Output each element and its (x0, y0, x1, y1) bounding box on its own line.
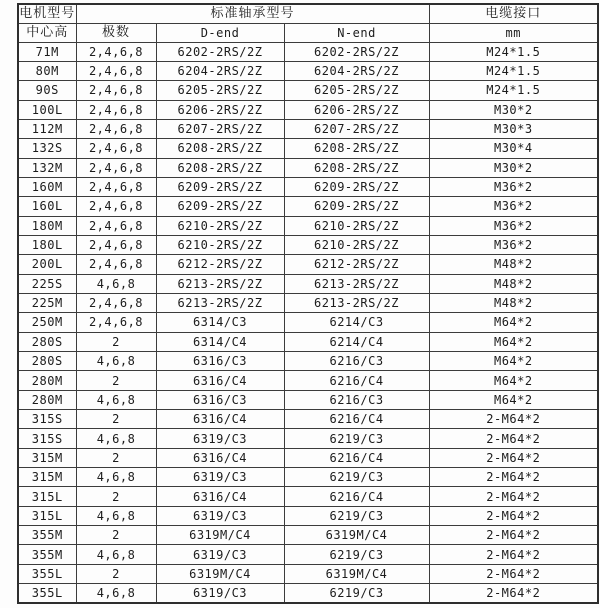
table-row (18, 487, 598, 506)
header-center-height: 中心高 (18, 23, 76, 42)
cell-n-end: 6210-2RS/2Z (284, 235, 429, 254)
cell-cable-interface: M64*2 (429, 371, 598, 390)
cell-n-end: 6216/C3 (284, 352, 429, 371)
cell-n-end: 6213-2RS/2Z (284, 274, 429, 293)
cell-poles: 2,4,6,8 (76, 255, 156, 274)
cell-n-end: 6216/C3 (284, 390, 429, 409)
cell-n-end: 6208-2RS/2Z (284, 158, 429, 177)
cell-n-end: 6210-2RS/2Z (284, 216, 429, 235)
cell-cable-interface: 2-M64*2 (429, 564, 598, 583)
cell-center-height: 315L (18, 487, 76, 506)
table-row (18, 61, 598, 80)
cell-poles: 2,4,6,8 (76, 216, 156, 235)
cell-center-height: 280S (18, 352, 76, 371)
cell-n-end: 6219/C3 (284, 506, 429, 525)
cell-cable-interface: M48*2 (429, 274, 598, 293)
cell-d-end: 6316/C4 (156, 487, 284, 506)
cell-n-end: 6219/C3 (284, 468, 429, 487)
cell-d-end: 6208-2RS/2Z (156, 139, 284, 158)
cell-n-end: 6319M/C4 (284, 526, 429, 545)
cell-d-end: 6209-2RS/2Z (156, 197, 284, 216)
cell-poles: 4,6,8 (76, 390, 156, 409)
cell-cable-interface: M48*2 (429, 293, 598, 312)
cell-poles: 2,4,6,8 (76, 42, 156, 61)
table-header (18, 4, 598, 42)
cell-n-end: 6208-2RS/2Z (284, 139, 429, 158)
cell-n-end: 6206-2RS/2Z (284, 100, 429, 119)
cell-poles: 2,4,6,8 (76, 235, 156, 254)
cell-d-end: 6319M/C4 (156, 526, 284, 545)
table-row (18, 313, 598, 332)
table-row (18, 526, 598, 545)
cell-cable-interface: 2-M64*2 (429, 526, 598, 545)
cell-poles: 4,6,8 (76, 584, 156, 603)
cell-poles: 2 (76, 332, 156, 351)
cell-poles: 2,4,6,8 (76, 313, 156, 332)
cell-center-height: 71M (18, 42, 76, 61)
cell-center-height: 160M (18, 177, 76, 196)
cell-poles: 2 (76, 448, 156, 467)
cell-n-end: 6213-2RS/2Z (284, 293, 429, 312)
cell-center-height: 315S (18, 429, 76, 448)
cell-cable-interface: M24*1.5 (429, 81, 598, 100)
cell-d-end: 6316/C3 (156, 390, 284, 409)
cell-poles: 4,6,8 (76, 468, 156, 487)
cell-center-height: 200L (18, 255, 76, 274)
table-row (18, 139, 598, 158)
cell-cable-interface: M30*3 (429, 119, 598, 138)
table-row (18, 293, 598, 312)
table-row (18, 42, 598, 61)
cell-n-end: 6209-2RS/2Z (284, 177, 429, 196)
header-d-end: D-end (156, 23, 284, 42)
cell-cable-interface: M30*2 (429, 100, 598, 119)
cell-d-end: 6314/C3 (156, 313, 284, 332)
cell-cable-interface: M24*1.5 (429, 61, 598, 80)
cell-d-end: 6316/C4 (156, 448, 284, 467)
cell-n-end: 6207-2RS/2Z (284, 119, 429, 138)
cell-cable-interface: 2-M64*2 (429, 545, 598, 564)
cell-n-end: 6209-2RS/2Z (284, 197, 429, 216)
cell-cable-interface: M48*2 (429, 255, 598, 274)
cell-center-height: 250M (18, 313, 76, 332)
table-row (18, 390, 598, 409)
cell-cable-interface: M64*2 (429, 332, 598, 351)
cell-n-end: 6202-2RS/2Z (284, 42, 429, 61)
cell-center-height: 100L (18, 100, 76, 119)
cell-n-end: 6219/C3 (284, 429, 429, 448)
cell-center-height: 112M (18, 119, 76, 138)
table-body (18, 42, 598, 603)
cell-d-end: 6319M/C4 (156, 564, 284, 583)
cell-center-height: 90S (18, 81, 76, 100)
table-row (18, 197, 598, 216)
cell-poles: 4,6,8 (76, 545, 156, 564)
table-row (18, 81, 598, 100)
cell-poles: 2 (76, 487, 156, 506)
cell-d-end: 6208-2RS/2Z (156, 158, 284, 177)
cell-d-end: 6319/C3 (156, 584, 284, 603)
table-row (18, 410, 598, 429)
cell-center-height: 315M (18, 468, 76, 487)
cell-center-height: 355L (18, 564, 76, 583)
cell-poles: 4,6,8 (76, 274, 156, 293)
cell-center-height: 160L (18, 197, 76, 216)
cell-cable-interface: M64*2 (429, 313, 598, 332)
cell-poles: 2,4,6,8 (76, 61, 156, 80)
table-row (18, 158, 598, 177)
cell-n-end: 6216/C4 (284, 487, 429, 506)
cell-d-end: 6209-2RS/2Z (156, 177, 284, 196)
cell-poles: 2,4,6,8 (76, 158, 156, 177)
cell-d-end: 6205-2RS/2Z (156, 81, 284, 100)
cell-n-end: 6319M/C4 (284, 564, 429, 583)
cell-cable-interface: 2-M64*2 (429, 506, 598, 525)
cell-poles: 4,6,8 (76, 352, 156, 371)
cell-n-end: 6214/C4 (284, 332, 429, 351)
cell-center-height: 280M (18, 371, 76, 390)
cell-center-height: 132M (18, 158, 76, 177)
cell-cable-interface: 2-M64*2 (429, 468, 598, 487)
cell-poles: 2,4,6,8 (76, 100, 156, 119)
cell-poles: 2,4,6,8 (76, 197, 156, 216)
table-row (18, 235, 598, 254)
cell-n-end: 6214/C3 (284, 313, 429, 332)
cell-d-end: 6210-2RS/2Z (156, 235, 284, 254)
cell-n-end: 6219/C3 (284, 545, 429, 564)
cell-n-end: 6212-2RS/2Z (284, 255, 429, 274)
header-row-group (18, 4, 598, 23)
table-row (18, 448, 598, 467)
header-motor-model: 电机型号 (18, 4, 76, 23)
cell-cable-interface: M36*2 (429, 197, 598, 216)
cell-cable-interface: M36*2 (429, 216, 598, 235)
cell-d-end: 6319/C3 (156, 545, 284, 564)
cell-cable-interface: M36*2 (429, 177, 598, 196)
header-poles: 极数 (76, 23, 156, 42)
cell-cable-interface: 2-M64*2 (429, 584, 598, 603)
cell-cable-interface: 2-M64*2 (429, 429, 598, 448)
cell-cable-interface: 2-M64*2 (429, 410, 598, 429)
cell-poles: 2,4,6,8 (76, 139, 156, 158)
cell-center-height: 315L (18, 506, 76, 525)
header-cable-interface: 电缆接口 (429, 4, 598, 23)
header-standard-bearing: 标准轴承型号 (76, 4, 429, 23)
cell-poles: 2,4,6,8 (76, 81, 156, 100)
cell-center-height: 315M (18, 448, 76, 467)
cell-cable-interface: M64*2 (429, 390, 598, 409)
cell-n-end: 6216/C4 (284, 448, 429, 467)
table-row (18, 352, 598, 371)
cell-center-height: 180M (18, 216, 76, 235)
cell-d-end: 6206-2RS/2Z (156, 100, 284, 119)
cell-center-height: 315S (18, 410, 76, 429)
cell-cable-interface: M64*2 (429, 352, 598, 371)
cell-poles: 2 (76, 526, 156, 545)
cell-center-height: 280M (18, 390, 76, 409)
table-row (18, 584, 598, 603)
table-row (18, 177, 598, 196)
cell-poles: 2 (76, 371, 156, 390)
cell-cable-interface: 2-M64*2 (429, 487, 598, 506)
cell-d-end: 6319/C3 (156, 506, 284, 525)
table-row (18, 371, 598, 390)
cell-cable-interface: M30*2 (429, 158, 598, 177)
cell-poles: 4,6,8 (76, 506, 156, 525)
cell-poles: 2,4,6,8 (76, 177, 156, 196)
cell-d-end: 6210-2RS/2Z (156, 216, 284, 235)
table-row (18, 429, 598, 448)
cell-center-height: 280S (18, 332, 76, 351)
cell-center-height: 80M (18, 61, 76, 80)
cell-d-end: 6319/C3 (156, 429, 284, 448)
header-n-end: N-end (284, 23, 429, 42)
cell-center-height: 355L (18, 584, 76, 603)
table-row (18, 332, 598, 351)
cell-center-height: 180L (18, 235, 76, 254)
cell-d-end: 6202-2RS/2Z (156, 42, 284, 61)
cell-center-height: 132S (18, 139, 76, 158)
cell-d-end: 6213-2RS/2Z (156, 293, 284, 312)
cell-d-end: 6316/C4 (156, 410, 284, 429)
cell-n-end: 6216/C4 (284, 410, 429, 429)
table-row (18, 100, 598, 119)
cell-cable-interface: 2-M64*2 (429, 448, 598, 467)
cell-poles: 4,6,8 (76, 429, 156, 448)
cell-d-end: 6204-2RS/2Z (156, 61, 284, 80)
cell-n-end: 6216/C4 (284, 371, 429, 390)
cell-d-end: 6207-2RS/2Z (156, 119, 284, 138)
table-row (18, 564, 598, 583)
cell-cable-interface: M24*1.5 (429, 42, 598, 61)
table-row (18, 119, 598, 138)
cell-cable-interface: M36*2 (429, 235, 598, 254)
cell-n-end: 6205-2RS/2Z (284, 81, 429, 100)
cell-center-height: 225S (18, 274, 76, 293)
cell-poles: 2 (76, 564, 156, 583)
header-unit-mm: mm (429, 23, 598, 42)
cell-d-end: 6316/C4 (156, 371, 284, 390)
cell-poles: 2 (76, 410, 156, 429)
table-row (18, 274, 598, 293)
cell-cable-interface: M30*4 (429, 139, 598, 158)
cell-d-end: 6213-2RS/2Z (156, 274, 284, 293)
cell-poles: 2,4,6,8 (76, 293, 156, 312)
cell-poles: 2,4,6,8 (76, 119, 156, 138)
motor-bearing-spec-table (17, 3, 599, 604)
cell-n-end: 6219/C3 (284, 584, 429, 603)
table-row (18, 255, 598, 274)
cell-d-end: 6316/C3 (156, 352, 284, 371)
table-row (18, 468, 598, 487)
table-row (18, 216, 598, 235)
table-row (18, 506, 598, 525)
cell-d-end: 6212-2RS/2Z (156, 255, 284, 274)
cell-n-end: 6204-2RS/2Z (284, 61, 429, 80)
cell-center-height: 225M (18, 293, 76, 312)
header-row-sub (18, 23, 598, 42)
cell-d-end: 6319/C3 (156, 468, 284, 487)
cell-d-end: 6314/C4 (156, 332, 284, 351)
cell-center-height: 355M (18, 545, 76, 564)
cell-center-height: 355M (18, 526, 76, 545)
table-row (18, 545, 598, 564)
